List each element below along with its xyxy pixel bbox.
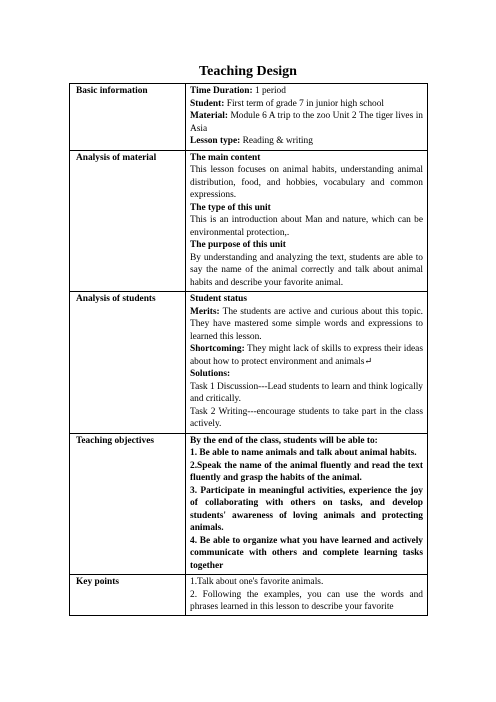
main-content-text: This lesson focuses on animal habits, understanding animal distribution, food, and hobbies, vocabulary and common expressions. xyxy=(190,165,423,200)
key-points-text xyxy=(190,576,423,613)
teaching-objectives-cell xyxy=(186,433,428,575)
student-value: First term of grade 7 in junior high school xyxy=(224,98,385,109)
lesson-type-value: Reading & writing xyxy=(240,136,313,146)
task-1-text: Task 1 Discussion---Lead students to learn and think logically and critically. xyxy=(190,381,423,404)
objective-4: 4. Be able to organize what you have learned and actively communicate with others and complete learning tasks together xyxy=(190,535,423,571)
page-title: Teaching Design xyxy=(199,64,297,79)
unit-purpose-heading: The purpose of this unit xyxy=(190,240,286,250)
basic-information-cell xyxy=(186,84,428,151)
main-content-heading: The main content xyxy=(190,152,261,163)
shortcoming-text: They might lack of skills to express their ideas about how to protect environment and animals↵ xyxy=(190,344,423,367)
objective-1: 1. Be able to name animals and talk about animal habits. xyxy=(190,448,417,458)
material-value: Module 6 A trip to the zoo Unit 2 The tiger lives in Asia xyxy=(190,111,423,134)
table-row xyxy=(70,575,428,616)
time-duration-value: 1 period xyxy=(252,86,286,96)
teaching-design-table xyxy=(69,83,428,616)
merits-text: The students are active and curious about this topic. They have mastered some simple words and expressions to learned this lesson. xyxy=(190,306,423,342)
unit-type-text: This is an introduction about Man and nature, which can be environmental protection,. xyxy=(190,215,423,238)
solutions-heading: Solutions: xyxy=(190,369,231,379)
row-label-teaching-objectives: Teaching objectives xyxy=(70,433,186,575)
shortcoming-key: Shortcoming: xyxy=(190,344,245,354)
objective-2: 2.Speak the name of the animal fluently and read the text fluently and grasp the habits of the animal. xyxy=(190,460,423,483)
time-duration-key: Time Duration: xyxy=(190,86,253,96)
objective-3: 3. Participate in meaningful activities, experience the joy of collaborating with others on tasks, and develop students' awareness of loving animals and protecting animals. xyxy=(190,485,423,533)
analysis-of-material-cell xyxy=(186,150,428,292)
material-key: Material: xyxy=(190,111,228,121)
lesson-type-key: Lesson type: xyxy=(190,136,241,146)
unit-purpose-text: By understanding and analyzing the text, students are able to say the name of the animal correctly and talk about animal habits and describe your favorite animal. xyxy=(190,252,423,288)
table-row xyxy=(70,84,428,151)
merits-key: Merits: xyxy=(190,306,220,317)
student-status-heading: Student status xyxy=(190,294,248,304)
task-2-text: Task 2 Writing---encourage students to take part in the class actively. xyxy=(190,406,423,429)
key-point-2: 2. Following the examples, you can use the words and phrases learned in this lesson to describe your favorite xyxy=(190,589,423,612)
student-key: Student: xyxy=(190,98,225,109)
row-label-key-points: Key points xyxy=(70,575,186,616)
row-label-analysis-of-material: Analysis of material xyxy=(70,150,186,292)
table-row xyxy=(70,433,428,575)
key-points-cell xyxy=(186,575,428,616)
table-row xyxy=(70,292,428,434)
row-label-analysis-of-students: Analysis of students xyxy=(70,292,186,434)
unit-type-heading: The type of this unit xyxy=(190,202,271,213)
key-point-1: 1.Talk about one's favorite animals. xyxy=(190,577,324,587)
objectives-intro: By the end of the class, students will be able to: xyxy=(190,435,378,446)
analysis-of-students-cell xyxy=(186,292,428,434)
table-row xyxy=(70,150,428,292)
row-label-basic-information: Basic information xyxy=(70,84,186,151)
